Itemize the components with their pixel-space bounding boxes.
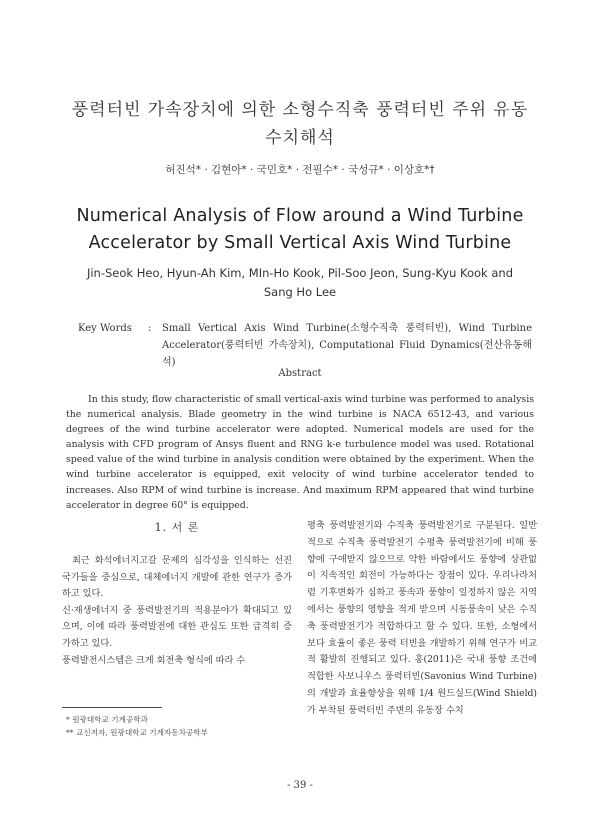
paragraph: 풍력발전시스템은 크게 회전축 형식에 따라 수 [62,654,246,666]
page-number: - 39 - [287,780,313,791]
paragraph: 신·재생에너지 중 풍력발전기의 적용분야가 확대되고 있으며, 이에 따라 풍력발전에 대한 관심도 또한 급격히 증가하고 있다. [62,604,292,649]
left-column [62,553,292,669]
english-title-line-1: Numerical Analysis of Flow around a Wind Turbine [76,206,524,226]
keywords-colon: : [148,323,152,334]
section-heading-introduction: 1. 서 론 [154,521,200,534]
korean-title-line-1: 풍력터빈 가속장치에 의한 소형수직축 풍력터빈 주위 유동 [71,100,529,120]
korean-title-line-2: 수치해석 [265,128,335,148]
english-title [60,203,540,257]
paragraph: 최근 화석에너지고갈 문제의 심각성을 인식하는 선진 국가들을 중심으로, 대체에너지 개발에 관한 연구가 증가하고 있다. [62,555,292,600]
footnote-affiliation: * 원광대학교 기계공학과 [66,715,148,724]
abstract-heading: Abstract [278,368,322,379]
footnotes [66,713,296,739]
keywords-text: Small Vertical Axis Wind Turbine(소형수직축 풍력터빈), Wind Turbine Accelerator(풍력터빈 가속장치), Computational Fluid Dynamics(전산유동해석) [162,323,532,368]
english-authors: Jin-Seok Heo, Hyun-Ah Kim, MIn-Ho Kook, Pil-Soo Jeon, Sung-Kyu Kook and Sang Ho Lee [86,266,514,299]
keywords-label: Key Words [78,323,132,334]
korean-authors: 허진석* · 김현아* · 국민호* · 전필수* · 국성규* · 이상호*† [165,164,435,176]
footnote-divider [62,707,162,708]
korean-title [60,96,540,152]
abstract-body: In this study, flow characteristic of small vertical-axis wind turbine was performed to analysis the numerical analysis. Blade geometry in the wind turbine is NACA 6512-43, and various degrees of the wind turbine accelerator were adopted. Numerical models are used for the analysis with CFD program of Ansys fluent and RNG k-e turbulence model was used. Rotational speed value of the wind turbine in analysis condition were obtained by the experiment. When the wind turbine accelerator is equipped, exit velocity of wind turbine accelerator tended to increases. Also RPM of wind turbine is increase. And maximum RPM appeared that wind turbine accelerator in degree 60° is equipped. [66,394,534,511]
english-title-line-2: Accelerator by Small Vertical Axis Wind Turbine [88,233,512,253]
right-column: 평축 풍력발전기와 수직축 풍력발전기로 구분된다. 일반적으로 수직축 풍력발전기 수평축 풍력발전기에 비해 풍향에 구애받지 않으므로 약한 바람에서도 풍향에 상관없이 지속적인 회전이 가능하다는 장점이 있다. 우리나라처럼 기후변화가 심하고 풍속과 풍향이 일정하지 않은 지역에서는 풍향의 영향을 적게 받으며 시동풍속이 낮은 수직축 풍력발전기가 적합하다고 할 수 있다. 또한, 소형에서 보다 효율이 좋은 풍력 터빈을 개발하기 위해 연구가 비교적 활발히 진행되고 있다. 홍(2011)은 국내 풍향 조건에 적합한 사보니우스 풍력터빈(Savonius Wind Turbine)의 개발과 효율향상을 위해 1/4 원드실드(Wind Shield)가 부착된 풍력터빈 주변의 유동장 수치 [307,520,537,716]
footnote-corresponding-author: ** 교신저자, 원광대학교 기계자동차공학부 [66,728,208,737]
